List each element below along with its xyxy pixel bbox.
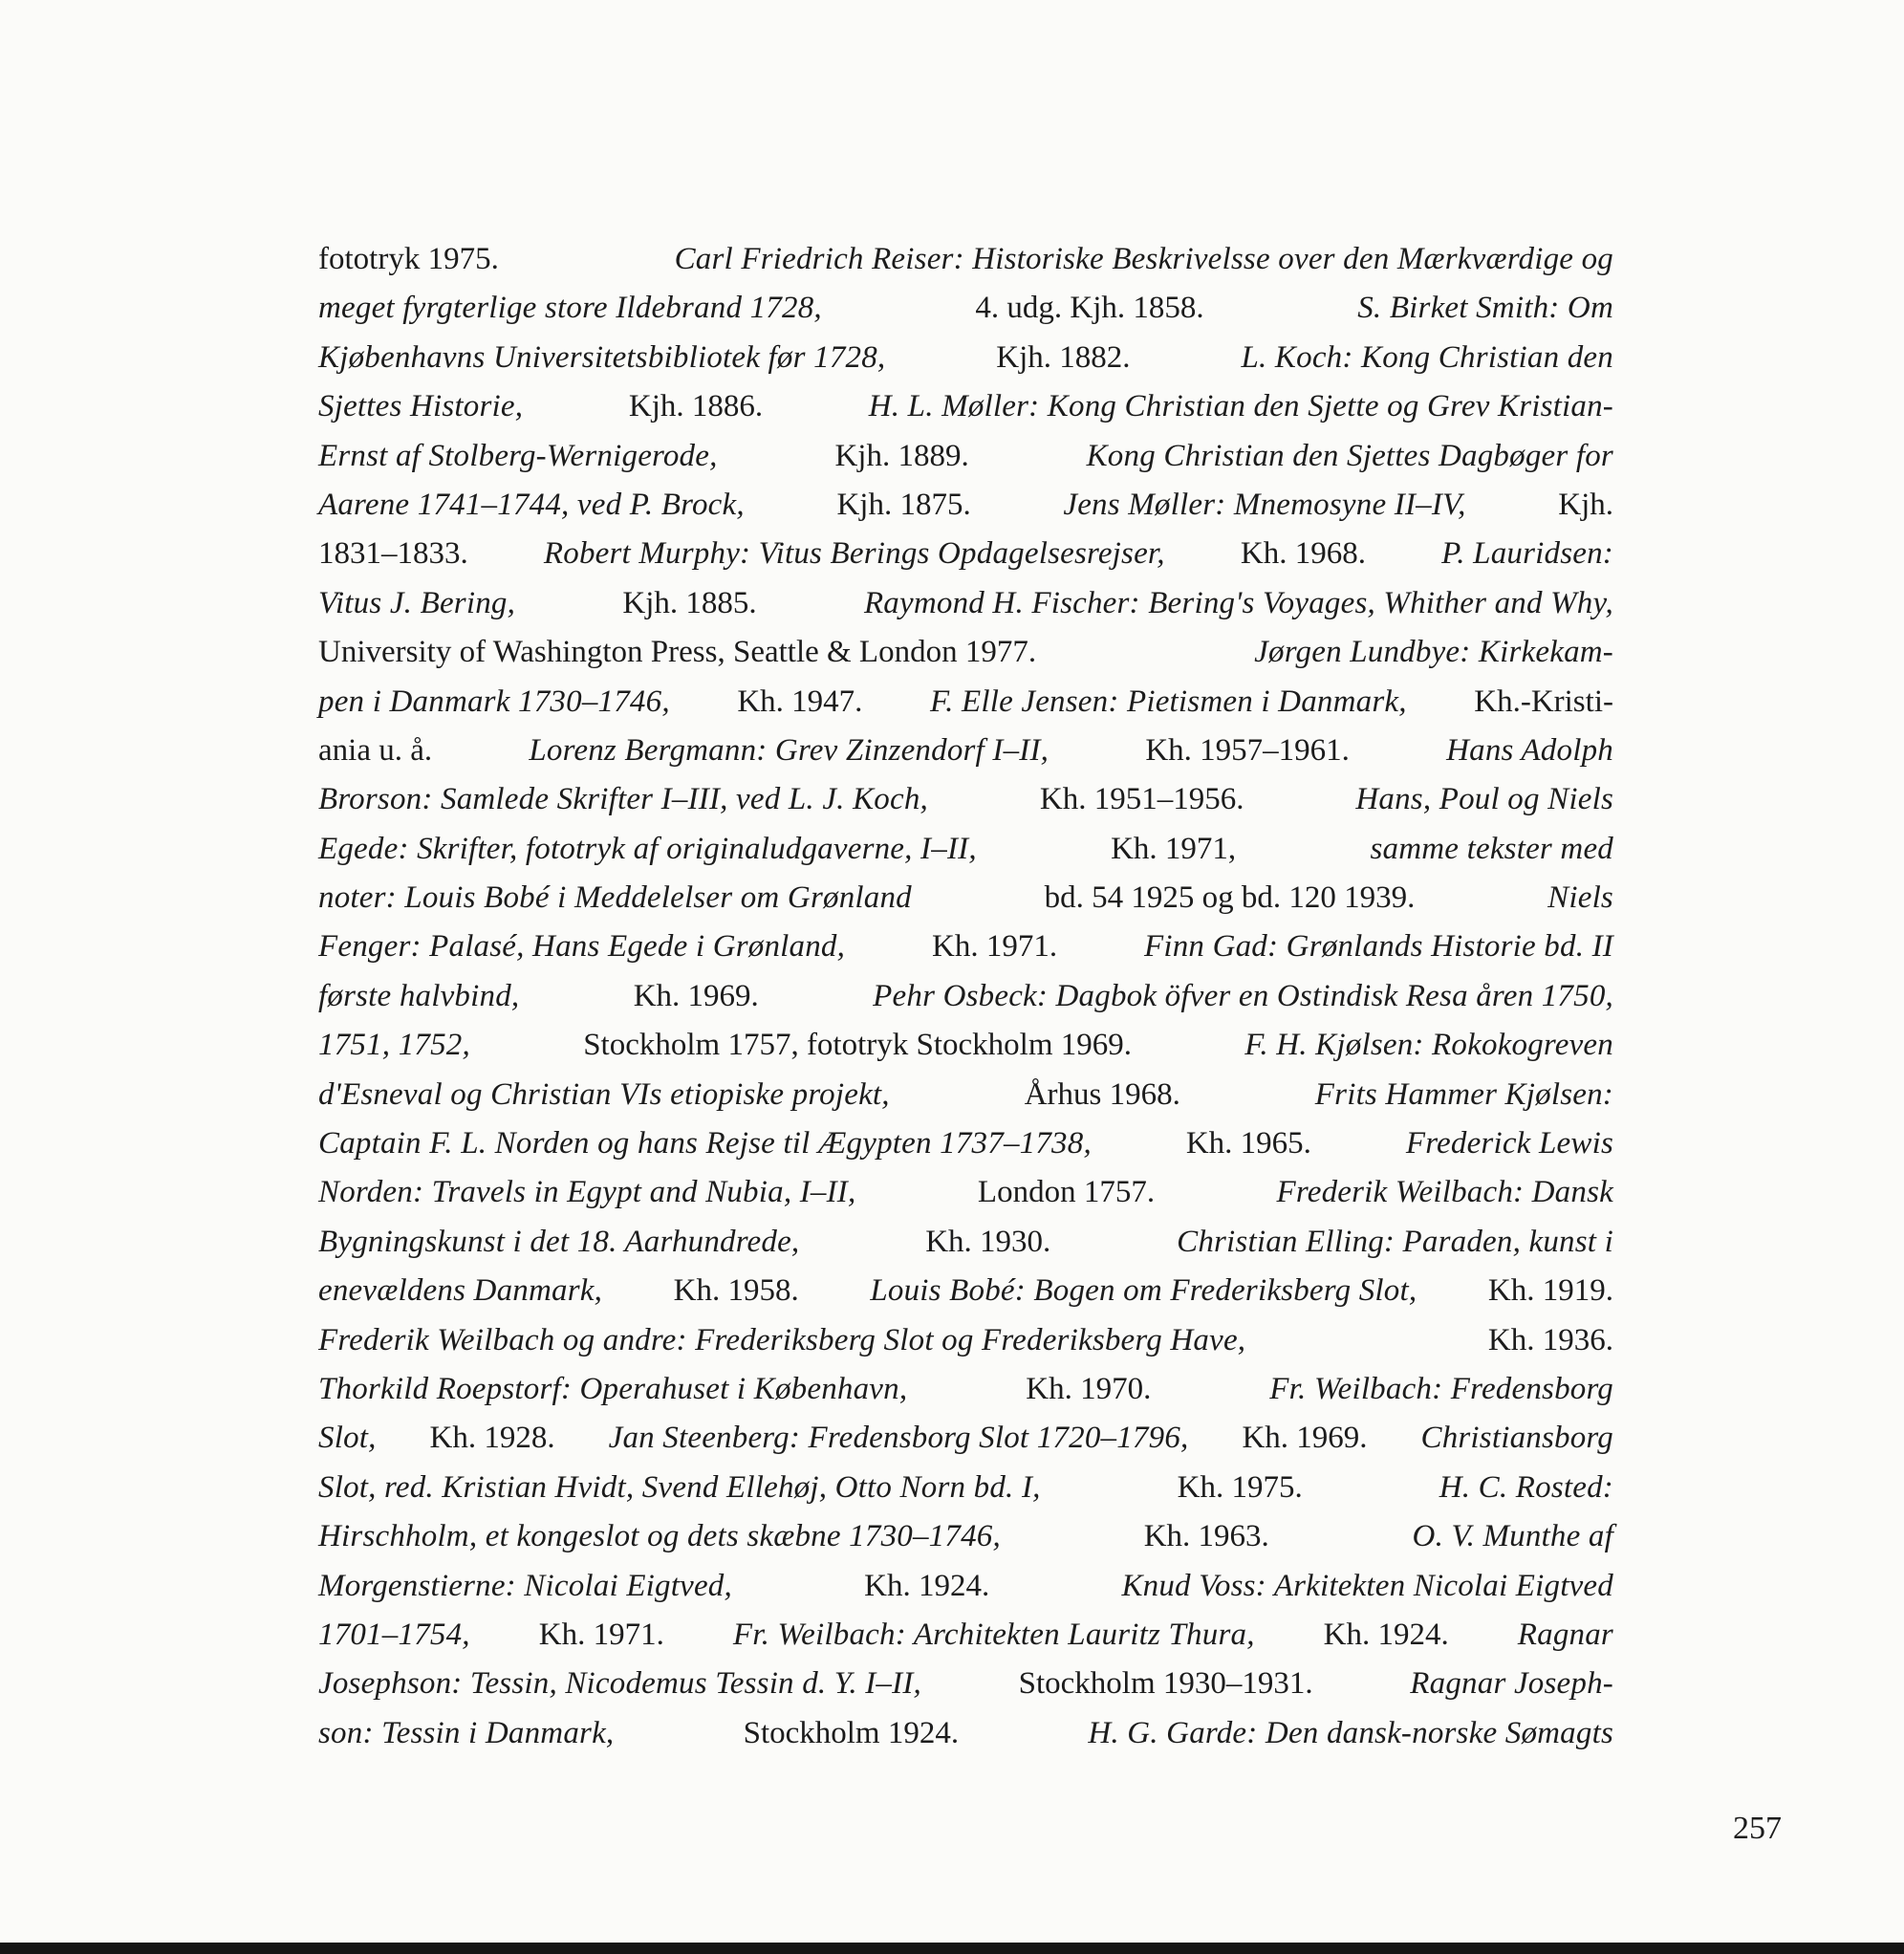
italic-segment: Vitus J. Bering, (318, 585, 516, 620)
roman-segment: Kh. 1924. (1323, 1617, 1449, 1652)
italic-segment: Jan Steenberg: Fredensborg Slot 1720–1796, (608, 1421, 1189, 1456)
italic-segment: Pehr Osbeck: Dagbok öfver en Ostindisk Resa åren 1750, (873, 978, 1613, 1013)
roman-segment: Kh. 1919. (1487, 1273, 1613, 1309)
text-line (318, 874, 1613, 923)
text-line (318, 923, 1613, 971)
roman-segment: Kh. 1968. (1240, 536, 1366, 572)
italic-segment: Slot, (318, 1421, 377, 1456)
italic-segment: Carl Friedrich Reiser: Historiske Beskrivelsse over den Mærkværdige og (674, 242, 1613, 276)
italic-segment: Thorkild Roepstorf: Operahuset i København, (318, 1371, 908, 1406)
roman-segment: Kjh. 1886. (628, 389, 764, 424)
italic-segment: Ernst af Stolberg-Wernigerode, (318, 438, 718, 473)
italic-segment: Josephson: Tessin, Nicodemus Tessin d. Y. I–II, (318, 1666, 921, 1702)
page-number: 257 (1733, 1811, 1782, 1846)
italic-segment: Brorson: Samlede Skrifter I–III, ved L. J. Koch, (318, 782, 928, 817)
text-line (318, 1071, 1613, 1119)
roman-segment: Kh. 1971. (932, 929, 1058, 965)
text-line (318, 1119, 1613, 1168)
text-line (318, 1611, 1613, 1660)
italic-segment: Hirschholm, et kongeslot og dets skæbne 1730–1746, (318, 1519, 1001, 1554)
roman-segment: 1831–1833. (318, 536, 468, 572)
roman-segment: Kh. 1975. (1177, 1469, 1303, 1505)
italic-segment: enevældens Danmark, (318, 1273, 603, 1309)
italic-segment: Frits Hammer Kjølsen: (1314, 1076, 1613, 1112)
italic-segment: Frederik Weilbach: Dansk (1276, 1175, 1613, 1210)
italic-segment: Hans, Poul og Niels (1355, 782, 1613, 817)
scan-edge (0, 1943, 1904, 1954)
italic-segment: samme tekster med (1370, 831, 1613, 866)
italic-segment: F. H. Kjølsen: Rokokogreven (1244, 1028, 1613, 1063)
italic-segment: Aarene 1741–1744, ved P. Brock, (318, 487, 745, 522)
roman-segment: Kh. 1971, (1111, 831, 1237, 866)
italic-segment: H. C. Rosted: (1439, 1469, 1613, 1505)
roman-segment: Kh. 1930. (925, 1224, 1051, 1259)
text-line (318, 972, 1613, 1021)
text-line (318, 727, 1613, 775)
bibliography-text (318, 235, 1613, 1758)
italic-segment: Kjøbenhavns Universitetsbibliotek før 1728, (318, 339, 886, 375)
roman-segment: Stockholm 1924. (743, 1715, 960, 1750)
roman-segment: Kh. 1957–1961. (1145, 732, 1350, 768)
italic-segment: L. Koch: Kong Christian den (1241, 339, 1613, 375)
italic-segment: Frederick Lewis (1405, 1126, 1613, 1162)
italic-segment: Christian Elling: Paraden, kunst i (1177, 1224, 1613, 1259)
roman-segment: Kh. 1963. (1143, 1519, 1269, 1554)
italic-segment: son: Tessin i Danmark, (318, 1715, 615, 1750)
roman-segment: University of Washington Press, Seattle & London 1977. (318, 635, 1037, 670)
italic-segment: 1751, 1752, (318, 1028, 470, 1063)
italic-segment: H. G. Garde: Den dansk-norske Sømagts (1088, 1715, 1613, 1750)
text-line (318, 1660, 1613, 1708)
italic-segment: Kong Christian den Sjettes Dagbøger for (1086, 438, 1613, 473)
roman-segment: Kh. 1969. (633, 978, 759, 1013)
text-line (318, 1464, 1613, 1512)
text-line (318, 1267, 1613, 1315)
roman-segment: Kjh. 1875. (836, 487, 971, 522)
roman-segment: Kh. 1970. (1026, 1371, 1152, 1406)
roman-segment: Kh. 1951–1956. (1039, 782, 1244, 817)
italic-segment: O. V. Munthe af (1412, 1519, 1613, 1554)
italic-segment: Lorenz Bergmann: Grev Zinzendorf I–II, (529, 732, 1049, 768)
text-line (318, 334, 1613, 382)
italic-segment: Fr. Weilbach: Fredensborg (1269, 1371, 1613, 1406)
italic-segment: Sjettes Historie, (318, 389, 524, 424)
roman-segment: Stockholm 1930–1931. (1018, 1666, 1313, 1702)
italic-segment: Robert Murphy: Vitus Berings Opdagelsesrejser, (543, 536, 1165, 572)
roman-segment: Kh. 1947. (737, 684, 863, 719)
text-line (318, 284, 1613, 333)
roman-segment: Stockholm 1757, fototryk Stockholm 1969. (583, 1028, 1133, 1063)
roman-segment: bd. 54 1925 og bd. 120 1939. (1044, 880, 1416, 916)
italic-segment: 1701–1754, (318, 1617, 470, 1652)
roman-segment: Kh. 1965. (1185, 1126, 1311, 1162)
text-line (318, 1218, 1613, 1267)
text-line (318, 530, 1613, 578)
roman-segment: Kjh. 1882. (996, 339, 1131, 375)
roman-segment: Kjh. 1885. (622, 585, 757, 620)
roman-segment: 4. udg. Kjh. 1858. (975, 291, 1204, 326)
italic-segment: d'Esneval og Christian VIs etiopiske projekt, (318, 1076, 890, 1112)
text-line (318, 1709, 1613, 1758)
italic-segment: Norden: Travels in Egypt and Nubia, I–II, (318, 1175, 856, 1210)
italic-segment: Fenger: Palasé, Hans Egede i Grønland, (318, 929, 846, 965)
roman-segment: ania u. å. (318, 732, 433, 768)
italic-segment: første halvbind, (318, 978, 520, 1013)
roman-segment: fototryk 1975. (318, 242, 499, 276)
text-line (318, 1021, 1613, 1070)
text-line (318, 1168, 1613, 1217)
roman-segment: Kh.-Kristi- (1474, 684, 1613, 719)
italic-segment: Jens Møller: Mnemosyne II–IV, (1063, 487, 1466, 522)
text-line (318, 235, 1613, 284)
italic-segment: Morgenstierne: Nicolai Eigtved, (318, 1568, 732, 1603)
roman-segment: London 1757. (977, 1175, 1156, 1210)
roman-segment: Kh. 1971. (538, 1617, 664, 1652)
italic-segment: Christiansborg (1420, 1421, 1613, 1456)
italic-segment: Slot, red. Kristian Hvidt, Svend Ellehøj, Otto Norn bd. I, (318, 1469, 1041, 1505)
italic-segment: meget fyrgterlige store Ildebrand 1728, (318, 291, 822, 326)
italic-segment: S. Birket Smith: Om (1357, 291, 1613, 326)
roman-segment: Kh. 1928. (429, 1421, 555, 1456)
italic-segment: Jørgen Lundbye: Kirkekam- (1254, 635, 1613, 670)
text-line (318, 825, 1613, 874)
roman-segment: Kjh. (1558, 487, 1613, 522)
italic-segment: H. L. Møller: Kong Christian den Sjette og Grev Kristian- (868, 389, 1613, 424)
text-line (318, 1562, 1613, 1611)
roman-segment: Kjh. 1889. (834, 438, 969, 473)
roman-segment: Århus 1968. (1024, 1076, 1180, 1112)
italic-segment: Raymond H. Fischer: Bering's Voyages, Whither and Why, (863, 585, 1613, 620)
text-line (318, 481, 1613, 530)
italic-segment: noter: Louis Bobé i Meddelelser om Grønland (318, 880, 912, 916)
italic-segment: P. Lauridsen: (1441, 536, 1613, 572)
italic-segment: Bygningskunst i det 18. Aarhundrede, (318, 1224, 800, 1259)
roman-segment: Kh. 1958. (673, 1273, 799, 1309)
text-line (318, 1414, 1613, 1463)
text-line (318, 678, 1613, 727)
italic-segment: Finn Gad: Grønlands Historie bd. II (1144, 929, 1613, 965)
italic-segment: Knud Voss: Arkitekten Nicolai Eigtved (1121, 1568, 1613, 1603)
text-line (318, 432, 1613, 481)
text-line (318, 1365, 1613, 1414)
italic-segment: Ragnar (1517, 1617, 1613, 1652)
italic-segment: Egede: Skrifter, fototryk af originaludgaverne, I–II, (318, 831, 977, 866)
text-line (318, 382, 1613, 431)
roman-segment: Kh. 1969. (1242, 1421, 1368, 1456)
italic-segment: Niels (1547, 880, 1613, 916)
italic-segment: Captain F. L. Norden og hans Rejse til Ægypten 1737–1738, (318, 1126, 1092, 1162)
text-line (318, 1512, 1613, 1561)
italic-segment: F. Elle Jensen: Pietismen i Danmark, (929, 684, 1407, 719)
roman-segment: Kh. 1924. (864, 1568, 990, 1603)
text-line (318, 1316, 1613, 1365)
roman-segment: Kh. 1936. (1487, 1322, 1613, 1357)
text-line (318, 775, 1613, 824)
italic-segment: Hans Adolph (1446, 732, 1613, 768)
italic-segment: Frederik Weilbach og andre: Frederiksberg Slot og Frederiksberg Have, (318, 1322, 1246, 1357)
text-line (318, 628, 1613, 677)
italic-segment: Louis Bobé: Bogen om Frederiksberg Slot, (870, 1273, 1417, 1309)
italic-segment: Ragnar Joseph- (1410, 1666, 1613, 1702)
text-line (318, 579, 1613, 628)
italic-segment: Fr. Weilbach: Architekten Lauritz Thura, (732, 1617, 1255, 1652)
italic-segment: pen i Danmark 1730–1746, (318, 684, 670, 719)
